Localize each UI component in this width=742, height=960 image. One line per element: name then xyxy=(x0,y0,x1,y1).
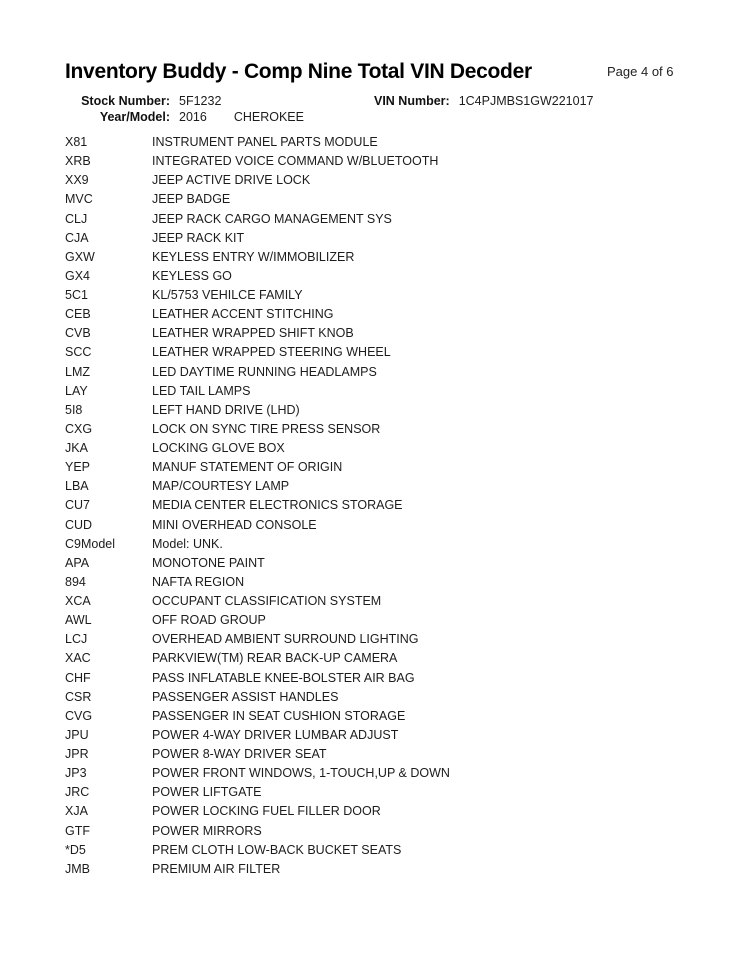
table-row xyxy=(65,726,685,745)
option-code: JKA xyxy=(65,441,88,455)
table-row xyxy=(65,305,685,324)
option-description: JEEP RACK CARGO MANAGEMENT SYS xyxy=(152,211,392,226)
option-description: LOCK ON SYNC TIRE PRESS SENSOR xyxy=(152,421,381,436)
table-row xyxy=(65,324,685,343)
option-code: X81 xyxy=(65,135,88,149)
options-table xyxy=(65,133,685,879)
option-description: KL/5753 VEHILCE FAMILY xyxy=(152,288,303,302)
option-description: KEYLESS GO xyxy=(152,268,232,283)
option-code: YEP xyxy=(65,460,91,475)
year-model-line xyxy=(0,110,304,124)
option-code: CUD xyxy=(65,517,93,532)
option-code: CVG xyxy=(65,708,93,723)
option-description: LEATHER WRAPPED STEERING WHEEL xyxy=(152,345,391,360)
option-description: JEEP ACTIVE DRIVE LOCK xyxy=(152,173,311,188)
stock-number-line xyxy=(0,94,221,108)
option-description: INTEGRATED VOICE COMMAND W/BLUETOOTH xyxy=(152,154,439,169)
page-title: Inventory Buddy - Comp Nine Total VIN Decoder xyxy=(65,60,532,83)
year-value: 2016 xyxy=(179,110,207,124)
vin-number-line xyxy=(374,94,594,108)
table-row xyxy=(65,401,685,420)
table-row xyxy=(65,439,685,458)
option-description: POWER 4-WAY DRIVER LUMBAR ADJUST xyxy=(152,727,399,742)
year-model-label: Year/Model: xyxy=(99,110,170,124)
option-description: LEFT HAND DRIVE (LHD) xyxy=(152,402,300,417)
option-code: GXW xyxy=(65,249,95,264)
option-code: 5C1 xyxy=(65,288,88,302)
table-row xyxy=(65,496,685,515)
vin-number-value: 1C4PJMBS1GW221017 xyxy=(458,94,594,108)
option-description: MONOTONE PAINT xyxy=(152,555,265,570)
table-row xyxy=(65,286,685,305)
option-description: MINI OVERHEAD CONSOLE xyxy=(152,517,317,532)
option-description: OCCUPANT CLASSIFICATION SYSTEM xyxy=(152,594,382,608)
option-description: POWER 8-WAY DRIVER SEAT xyxy=(152,747,327,761)
table-row xyxy=(65,745,685,764)
option-code: CLJ xyxy=(65,211,88,226)
option-code: CXG xyxy=(65,421,93,436)
table-row xyxy=(65,707,685,726)
option-code: MVC xyxy=(65,192,93,207)
option-description: MEDIA CENTER ELECTRONICS STORAGE xyxy=(152,498,403,513)
table-row xyxy=(65,860,685,879)
stock-number-value: 5F1232 xyxy=(179,94,222,108)
model-value: CHEROKEE xyxy=(233,110,304,124)
table-row xyxy=(65,210,685,229)
table-row xyxy=(65,267,685,286)
table-row xyxy=(65,382,685,401)
table-row xyxy=(65,592,685,611)
option-description: PREMIUM AIR FILTER xyxy=(152,861,281,876)
option-description: LED DAYTIME RUNNING HEADLAMPS xyxy=(152,364,377,379)
option-code: XJA xyxy=(65,804,88,819)
option-description: POWER FRONT WINDOWS, 1-TOUCH,UP & DOWN xyxy=(152,766,450,781)
option-code: LMZ xyxy=(65,364,90,379)
table-row xyxy=(65,420,685,439)
option-description: PREM CLOTH LOW-BACK BUCKET SEATS xyxy=(152,842,402,857)
option-code: GTF xyxy=(65,823,90,838)
option-code: AWL xyxy=(65,613,92,628)
option-code: JPU xyxy=(65,727,89,742)
option-description: INSTRUMENT PANEL PARTS MODULE xyxy=(152,135,378,149)
table-row xyxy=(65,822,685,841)
option-description: JEEP BADGE xyxy=(152,192,231,207)
option-code: JMB xyxy=(65,861,90,876)
option-description: OVERHEAD AMBIENT SURROUND LIGHTING xyxy=(152,632,419,647)
table-row xyxy=(65,764,685,783)
option-description: OFF ROAD GROUP xyxy=(152,613,266,628)
option-code: XCA xyxy=(65,594,91,608)
option-description: POWER LOCKING FUEL FILLER DOOR xyxy=(152,804,381,819)
option-description: PASSENGER IN SEAT CUSHION STORAGE xyxy=(152,708,406,723)
option-code: LCJ xyxy=(65,632,88,647)
table-row xyxy=(65,688,685,707)
option-description: LEATHER WRAPPED SHIFT KNOB xyxy=(152,326,354,341)
table-row xyxy=(65,152,685,171)
option-code: CVB xyxy=(65,326,91,341)
option-code: *D5 xyxy=(65,842,86,857)
option-description: LEATHER ACCENT STITCHING xyxy=(152,307,334,322)
option-description: MANUF STATEMENT OF ORIGIN xyxy=(152,460,343,475)
option-description: PASS INFLATABLE KNEE-BOLSTER AIR BAG xyxy=(152,670,415,685)
option-code: CEB xyxy=(65,307,91,322)
option-code: SCC xyxy=(65,345,92,360)
option-description: KEYLESS ENTRY W/IMMOBILIZER xyxy=(152,249,355,264)
table-row xyxy=(65,171,685,190)
option-code: 5I8 xyxy=(65,402,83,417)
option-description: POWER MIRRORS xyxy=(152,823,262,838)
vin-number-label: VIN Number: xyxy=(374,94,450,108)
table-row xyxy=(65,363,685,382)
option-code: CU7 xyxy=(65,498,91,513)
table-row xyxy=(65,630,685,649)
option-description: LOCKING GLOVE BOX xyxy=(152,441,285,455)
option-description: NAFTA REGION xyxy=(152,574,245,589)
table-row xyxy=(65,477,685,496)
table-row xyxy=(65,669,685,688)
option-code: CJA xyxy=(65,230,89,245)
option-code: 894 xyxy=(65,574,86,589)
table-row xyxy=(65,343,685,362)
option-description: PASSENGER ASSIST HANDLES xyxy=(152,689,339,704)
option-code: CHF xyxy=(65,670,91,685)
option-description: Model: UNK. xyxy=(152,536,223,551)
table-row xyxy=(65,190,685,209)
option-description: POWER LIFTGATE xyxy=(152,785,262,800)
table-row xyxy=(65,458,685,477)
option-code: LBA xyxy=(65,479,89,494)
option-code: XRB xyxy=(65,154,91,169)
table-row xyxy=(65,783,685,802)
table-row xyxy=(65,248,685,267)
table-row xyxy=(65,573,685,592)
table-row xyxy=(65,649,685,668)
option-description: MAP/COURTESY LAMP xyxy=(152,479,290,494)
table-row xyxy=(65,229,685,248)
option-code: CSR xyxy=(65,689,92,704)
option-code: XX9 xyxy=(65,173,89,188)
table-row xyxy=(65,535,685,554)
option-code: C9Model xyxy=(65,536,116,551)
table-row xyxy=(65,611,685,630)
option-code: JPR xyxy=(65,747,89,761)
table-row xyxy=(65,516,685,535)
stock-number-label: Stock Number: xyxy=(81,94,170,108)
option-description: JEEP RACK KIT xyxy=(152,230,245,245)
option-code: XAC xyxy=(65,651,91,666)
table-row xyxy=(65,802,685,821)
option-code: APA xyxy=(65,555,90,570)
option-code: LAY xyxy=(65,383,88,398)
option-code: JP3 xyxy=(65,766,87,781)
option-code: GX4 xyxy=(65,268,91,283)
table-row xyxy=(65,841,685,860)
table-row xyxy=(65,133,685,152)
option-code: JRC xyxy=(65,785,90,800)
option-description: PARKVIEW(TM) REAR BACK-UP CAMERA xyxy=(152,651,398,666)
page-number-indicator: Page 4 of 6 xyxy=(607,64,674,79)
table-row xyxy=(65,554,685,573)
option-description: LED TAIL LAMPS xyxy=(152,383,251,398)
